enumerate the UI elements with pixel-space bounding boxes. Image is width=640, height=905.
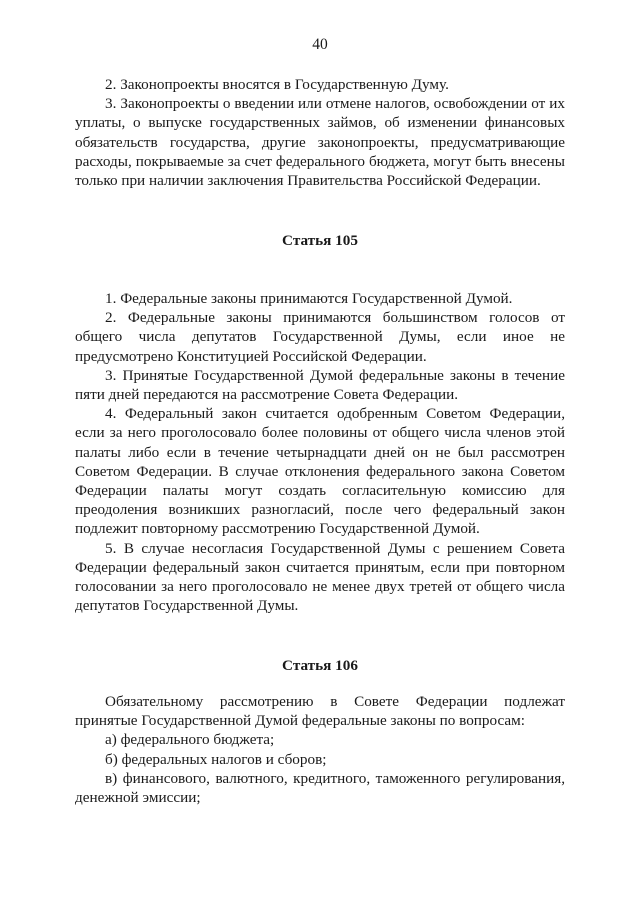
paragraph: 3. Законопроекты о введении или отмене налогов, освобождении от их уплаты, о выпуске государственных займов, об изменении финансовых обязательств государства, другие законопроекты, предусматривающие расходы, покрываемые за счет федерального бюджета, могут быть внесены только при наличии заключения Правительства Российской Федерации. [75,95,565,190]
paragraph: 2. Федеральные законы принимаются большинством голосов от общего числа депутатов Государственной Думы, если иное не предусмотрено Конституцией Российской Федерации. [75,309,565,365]
paragraph: 5. В случае несогласия Государственной Думы с решением Совета Федерации федеральный закон считается принятым, если при повторном голосовании за него проголосовало не менее двух третей от общего числа депутатов Государственной Думы. [75,539,565,615]
list-item: в) финансового, валютного, кредитного, таможенного регулирования, денежной эмиссии; [75,769,565,807]
paragraph: 1. Федеральные законы принимаются Государственной Думой. [105,290,513,307]
article-106-body [75,692,565,807]
article-106-title: Статья 106 [282,657,358,674]
article-105-title: Статья 105 [282,232,358,249]
list-item: а) федерального бюджета; [105,731,275,749]
list-item: б) федеральных налогов и сборов; [105,750,327,768]
paragraph: 2. Законопроекты вносятся в Государственную Думу. [105,76,449,93]
page-number: 40 [312,36,328,53]
article-105-body [75,289,565,615]
paragraph: 3. Принятые Государственной Думой федеральные законы в течение пяти дней передаются на рассмотрение Совета Федерации. [75,366,565,404]
paragraph: 4. Федеральный закон считается одобренным Советом Федерации, если за него проголосовало более половины от общего числа членов этой палаты либо если в течение четырнадцати дней он не был рассмотрен Советом Федерации. В случае отклонения федерального закона Советом Федерации палаты могут создать согласительную комиссию для преодоления возникших разногласий, после чего федеральный закон подлежит повторному рассмотрению Государственной Думой. [75,405,565,538]
article-104-continuation [75,75,565,190]
paragraph: Обязательному рассмотрению в Совете Федерации подлежат принятые Государственной Думой федеральные законы по вопросам: [75,693,565,730]
